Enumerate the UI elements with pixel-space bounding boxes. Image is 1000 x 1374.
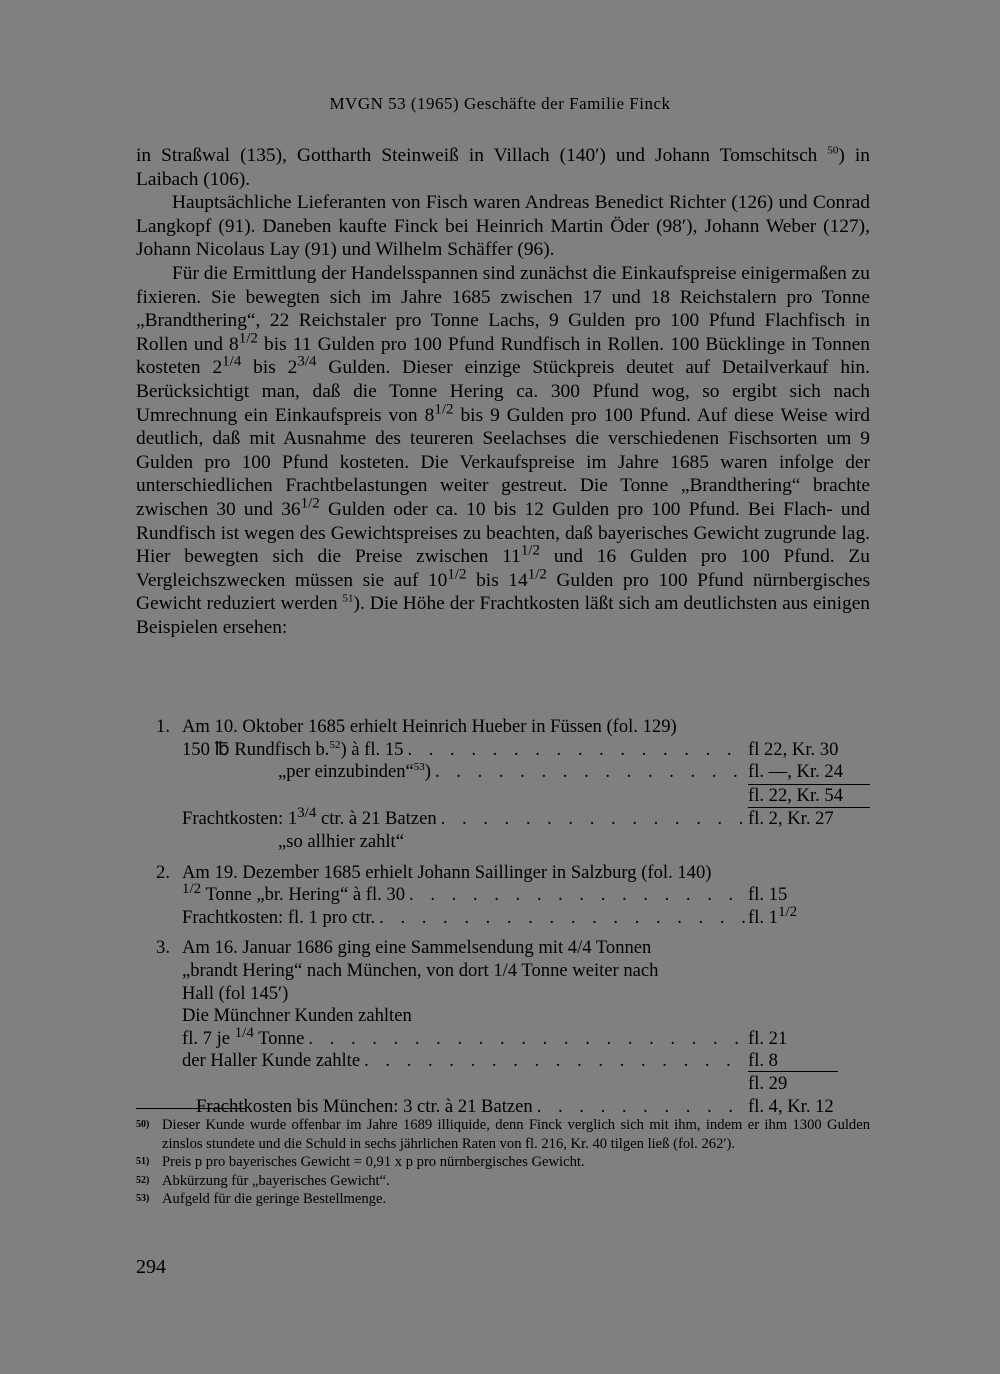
example-3-title-cont bbox=[136, 983, 870, 1006]
examples-list bbox=[136, 716, 870, 1118]
footnote-ref: 51 bbox=[342, 592, 354, 605]
example-3-title-cont bbox=[136, 960, 870, 983]
dot-leader bbox=[375, 907, 748, 930]
footnote-text: Preis p pro bayerisches Gewicht = 0,91 x p pro nürnbergisches Gewicht. bbox=[162, 1154, 585, 1171]
dot-leader bbox=[403, 739, 748, 762]
example-3-freight bbox=[136, 1096, 870, 1119]
example-number: 1. bbox=[156, 716, 170, 737]
footnote-marker: 53) bbox=[136, 1193, 150, 1205]
paragraph: Hauptsächliche Lieferanten von Fisch waren Andreas Benedict Richter (126) und Conrad Langkopf (91). Daneben kaufte Finck bei Heinrich Martin Öder (98′), Johann Weber (127), Johann Nicolaus Lay (91) und Wilhelm Schäffer (96). bbox=[136, 192, 870, 261]
amount: fl. $1^{1/2}$ bbox=[748, 903, 798, 928]
footnote-text: Dieser Kunde wurde offenbar im Jahre 1689 illiquide, denn Finck verglich sich mit ihm, indem er ihm 1300 Gulden zinslos stundete und die Schuld in sechs jährlichen Raten von fl. 216, Kr. 40 tilgen ließ (fol. 262′). bbox=[162, 1117, 870, 1152]
footnote-rule bbox=[136, 1108, 246, 1109]
example-3-line-2 bbox=[136, 1050, 870, 1073]
example-1-sum bbox=[136, 785, 870, 808]
page-number: 294 bbox=[136, 1256, 166, 1278]
dot-leader bbox=[304, 1028, 748, 1051]
example-1-title bbox=[136, 716, 870, 739]
dot-leader bbox=[437, 808, 748, 831]
sum-amount: fl. 29 bbox=[748, 1072, 788, 1094]
example-number: 2. bbox=[156, 861, 170, 883]
fraction: 1/2 bbox=[300, 495, 320, 512]
footnote-ref: 52 bbox=[329, 738, 341, 751]
amount: fl. 21 bbox=[748, 1027, 788, 1049]
line-label: Frachtkosten bis München: 3 ctr. à 21 Batzen bbox=[196, 1095, 533, 1117]
example-1-line-1 bbox=[136, 739, 870, 762]
paragraph: Für die Ermittlung der Handelsspannen sind zunächst die Einkaufspreise einigermaßen zu fixieren. Sie bewegten sich im Jahre 1685 zwischen 17 und 18 Reichstalern pro Tonne „Brandthering“, 22 Reichstaler pro Tonne Lachs, 9 Gulden pro 100 Pfund Flachfisch in Rollen und $8^{1/2}$ bis 11 Gulden pro 100 Pfund Rundfisch in Rollen. 100 Bücklinge in Tonnen kosteten $2^{1/4}$ bis $2^{3/4}$ Gulden. Dieser einzige Stückpreis deutet auf Detailverkauf hin. Berücksichtigt man, daß die Tonne Hering ca. 300 Pfund wog, so ergibt sich nach Umrechnung ein Einkaufspreis von $8^{1/2}$ bis 9 Gulden pro 100 Pfund. Auf diese Weise wird deutlich, daß mit Ausnahme des teureren Seelachses die verschiedenen Fischsorten um 9 Gulden pro 100 Pfund kosteten. Die Verkaufspreise im Jahre 1685 waren infolge der unterschiedlichen Frachtbelastungen weiter gestreut. Die Tonne „Brandthering“ brachte zwischen 30 und $36^{1/2}$ Gulden oder ca. 10 bis 12 Gulden pro 100 Pfund. Bei Flach- und Rundfisch ist wegen des Gewichtspreises zu beachten, daß bayerisches Gewicht zugrunde lag. Hier bewegten sich die Preise zwischen $11^{1/2}$ und 16 Gulden pro 100 Pfund. Zu Vergleichszwecken müssen sie auf $10^{1/2}$ bis $14^{1/2}$ Gulden pro 100 Pfund nürnbergisches Gewicht reduziert werden $^{51}$). Die Höhe der Frachtkosten läßt sich am deutlichsten aus einigen Beispielen ersehen: bbox=[136, 262, 870, 638]
dot-leader bbox=[360, 1050, 748, 1073]
example-1-line-2 bbox=[136, 761, 870, 785]
footnote-marker: 50) bbox=[136, 1119, 150, 1130]
example-3-title bbox=[136, 937, 870, 960]
example-1-note bbox=[136, 831, 870, 854]
example-1-freight bbox=[136, 807, 870, 831]
amount: fl. 4, Kr. 12 bbox=[748, 1095, 834, 1117]
amount: fl 22, Kr. 30 bbox=[748, 738, 839, 760]
example-3-line-1 bbox=[136, 1024, 870, 1051]
footnote-ref: 50 bbox=[827, 144, 839, 157]
sum-amount: fl. 22, Kr. 54 bbox=[748, 784, 844, 806]
fraction: 1/2 bbox=[520, 542, 541, 559]
body-text bbox=[136, 144, 870, 639]
fraction: 1/2 bbox=[527, 566, 547, 583]
amount: fl. —, Kr. 24 bbox=[748, 761, 870, 785]
amount: fl. 15 bbox=[748, 884, 788, 906]
footnotes bbox=[136, 1116, 870, 1209]
line-label: der Haller Kunde zahlte bbox=[182, 1050, 361, 1072]
line-label: Frachtkosten: $1^{3/4}$ ctr. à 21 Batzen bbox=[182, 805, 437, 830]
example-title: Am 10. Oktober 1685 erhielt Heinrich Hueber in Füssen (fol. 129) bbox=[182, 716, 677, 737]
example-3-sum bbox=[136, 1073, 870, 1096]
footnote bbox=[136, 1116, 870, 1153]
fraction: 1/2 bbox=[238, 330, 258, 347]
fraction: 1/4 bbox=[222, 353, 242, 370]
line-note: „so allhier zahlt“ bbox=[278, 830, 404, 852]
example-title-line: „brandt Hering“ nach München, von dort 1/4 Tonne weiter nach bbox=[182, 959, 659, 981]
fraction: 1/2 bbox=[434, 401, 454, 418]
example-title-line: Die Münchner Kunden zahlten bbox=[182, 1005, 412, 1027]
dot-leader bbox=[405, 884, 748, 907]
footnote-marker: 51) bbox=[136, 1156, 150, 1168]
example-2-line-1 bbox=[136, 880, 870, 907]
running-header: MVGN 53 (1965) Geschäfte der Familie Finck bbox=[329, 94, 671, 113]
footnote-marker: 52) bbox=[136, 1174, 150, 1186]
example-title: Am 19. Dezember 1685 erhielt Johann Saillinger in Salzburg (fol. 140) bbox=[182, 861, 712, 883]
fraction: 3/4 bbox=[297, 353, 317, 370]
line-label: fl. 7 je $^{1/4}$ Tonne bbox=[182, 1024, 305, 1049]
footnote-text: Aufgeld für die geringe Bestellmenge. bbox=[162, 1191, 387, 1208]
example-2-line-2 bbox=[136, 903, 870, 930]
line-label: Frachtkosten: fl. 1 pro ctr. bbox=[182, 906, 376, 928]
fraction: 1/2 bbox=[447, 566, 467, 583]
example-number: 3. bbox=[156, 937, 170, 959]
dot-leader bbox=[533, 1096, 748, 1119]
line-label: 150 ℔ Rundfisch b.$^{52}$) à fl. 15 bbox=[182, 738, 404, 760]
example-2-title bbox=[136, 862, 870, 885]
example-title: Am 16. Januar 1686 ging eine Sammelsendung mit 4/4 Tonnen bbox=[182, 937, 652, 959]
footnote bbox=[136, 1172, 870, 1191]
footnote bbox=[136, 1190, 870, 1209]
footnote-text: Abkürzung für „bayerisches Gewicht“. bbox=[162, 1172, 390, 1189]
paragraph: in Straßwal (135), Gottharth Steinweiß in Villach (140′) und Johann Tomschitsch $^{50}$) in Laibach (106). bbox=[136, 144, 870, 190]
footnote-ref: 53 bbox=[413, 761, 425, 773]
example-title-line: Hall (fol 145′) bbox=[182, 982, 289, 1004]
amount: fl. 8 bbox=[748, 1050, 870, 1073]
footnote bbox=[136, 1153, 870, 1172]
dot-leader bbox=[431, 761, 748, 784]
line-label: $^{1/2}$ Tonne „br. Hering“ à fl. 30 bbox=[182, 880, 406, 906]
line-label: „per einzubinden“$^{53}$) bbox=[278, 761, 431, 783]
amount: fl. 2, Kr. 27 bbox=[748, 807, 870, 831]
